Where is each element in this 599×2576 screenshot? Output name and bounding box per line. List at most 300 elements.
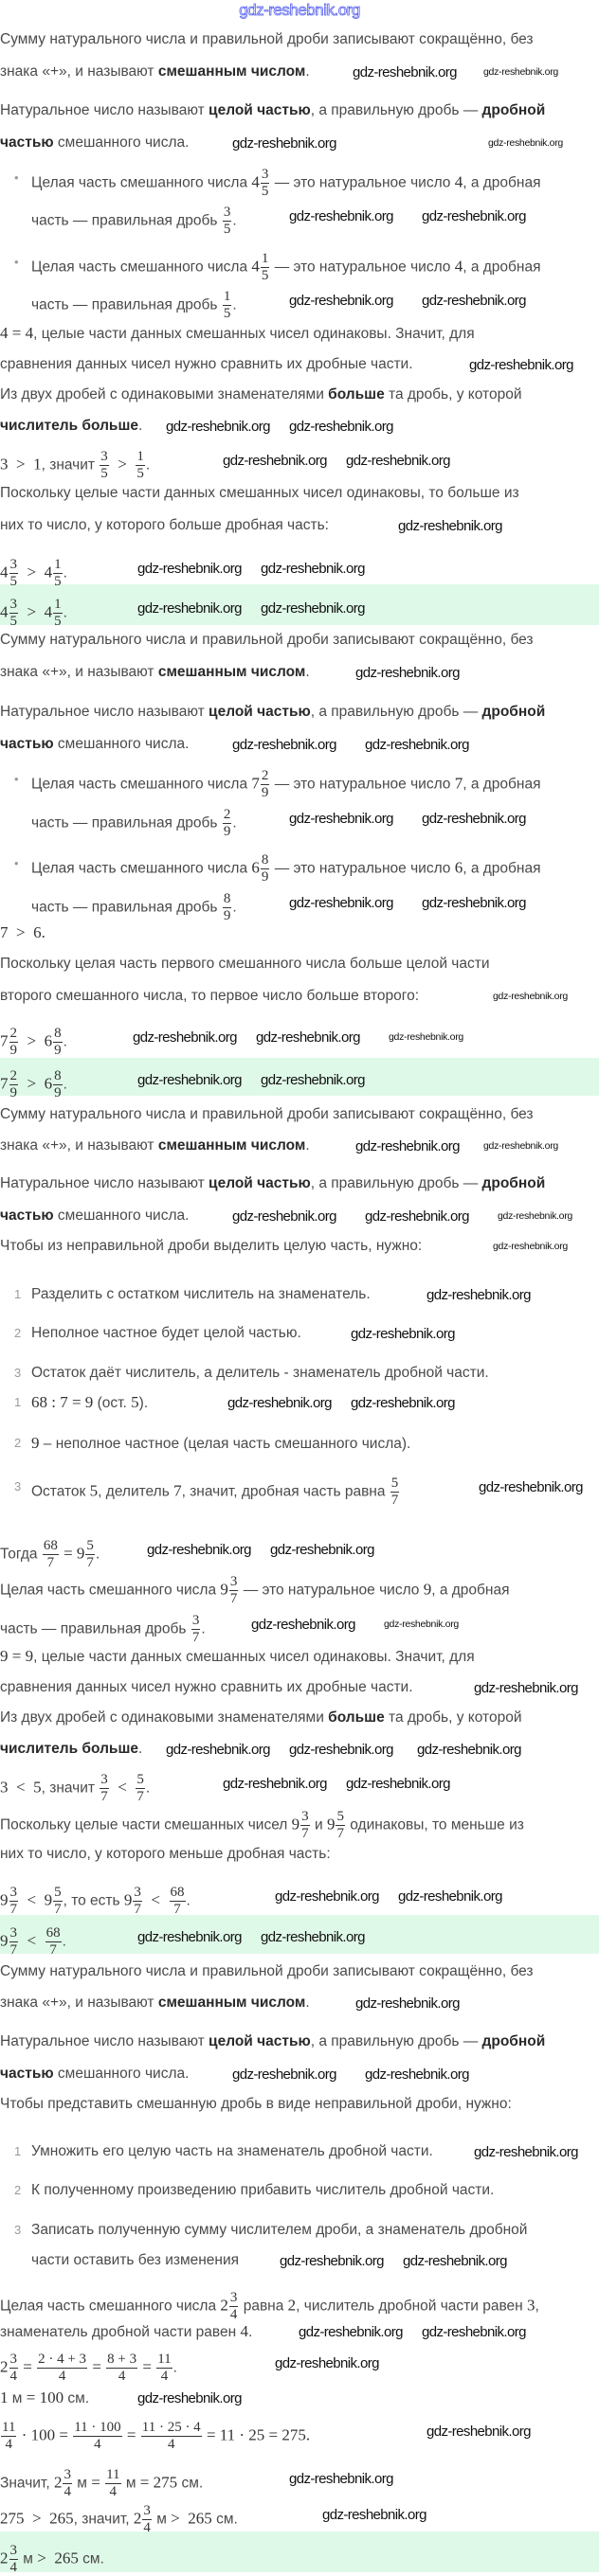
mixed-number-fraction [53,1068,63,1101]
text-run: . [305,1137,310,1154]
fraction [223,807,232,840]
math-expression: = [122,2425,140,2444]
text-run: Значит, [0,2475,54,2492]
math-expression: > [19,1074,45,1093]
text-run: . [145,1780,151,1797]
bold-term: частью [0,1208,54,1224]
solution-step [14,1476,400,1508]
denominator: 5 [100,466,108,481]
math-expression: 68 : 7 = 9 [31,1393,94,1411]
denominator: 5 [54,614,62,629]
bold-term: целой частью [209,1175,311,1191]
definition-text [0,132,189,154]
denominator: 4 [64,2484,71,2499]
math-expression: = [19,2357,37,2376]
solution-text [0,1538,100,1570]
numerator: 2 [261,768,269,783]
whole-part: 9 [0,1931,9,1950]
answer-line [0,1925,66,1958]
text-run: Целая часть смешанного числа [31,259,252,276]
solution-text [0,1843,331,1866]
bullet-item-continuation [31,289,237,321]
denominator: 9 [223,824,231,839]
bold-term: дробной [481,2033,546,2049]
text-run: . [63,604,67,621]
text-run: них то число, у которого больше дробная часть: [0,517,329,533]
text-run: Тогда [0,1546,42,1563]
watermark-text: gdz-reshebnik.org [133,1029,237,1046]
math-expression: 9 = 9 [0,1647,34,1665]
numerator: 3 [9,557,17,572]
whole-part: 6 [44,1074,53,1093]
numerator: 11 [2,2420,16,2435]
watermark-text: gdz-reshebnik.org [479,1479,583,1495]
text-run: ). [138,1395,149,1411]
bold-term: частью [0,2066,54,2082]
calculation-line [0,2352,177,2384]
rule-text [0,1738,142,1761]
watermark-text: gdz-reshebnik.org [355,1995,460,2012]
text-run: , значит, [73,2511,134,2528]
numerator: 2 [9,1068,17,1083]
math-expression: > 265 [171,2509,212,2528]
text-run: знака «+», и называют [0,664,158,680]
text-run: . [138,418,143,434]
denominator: 7 [86,1555,94,1570]
text-run: — это натуральное число [270,174,455,191]
comparison-line [0,1772,151,1804]
mixed-number-fraction [9,597,19,630]
mixed-number-fraction [63,2467,72,2500]
watermark-text: gdz-reshebnik.org [346,453,450,469]
text-run: знака «+», и называют [0,1137,158,1154]
text-run: . [247,2324,253,2340]
denominator: 5 [54,574,62,589]
watermark-text: gdz-reshebnik.org [289,419,393,435]
whole-part: 2 [0,2357,9,2376]
numerator: 2 [9,1026,17,1041]
text-run: второго смешанного числа, то первое число больше второго: [0,988,420,1004]
definition-text [0,1992,310,2014]
text-run: Натуральное число называют [0,704,209,720]
comparison-line [0,1885,191,1917]
mixed-number-fraction [300,1809,310,1842]
whole-part: 2 [53,2473,63,2492]
text-run: смешанного числа. [53,2066,190,2082]
denominator: 4 [160,2369,169,2384]
bold-term: больше [328,386,385,402]
numerator: 3 [229,2290,238,2305]
numerator: 68 [45,1925,61,1941]
solution-text [0,2290,539,2322]
denominator: 7 [134,1902,141,1917]
fraction [223,891,232,924]
whole-part: 7 [251,774,260,793]
definition-text [0,733,189,756]
text-run: см. [177,2475,204,2492]
bold-term: целой частью [209,102,311,118]
math-expression: < [19,1890,45,1909]
comparison-line [0,2503,238,2535]
bullet-item [14,167,541,199]
text-run: Из двух дробей с одинаковыми знаменателями [0,386,329,402]
denominator: 4 [143,2520,151,2535]
text-run: . [138,1741,143,1757]
numbered-step-continuation [31,2249,239,2272]
denominator: 4 [9,2560,17,2575]
watermark-text: gdz-reshebnik.org [137,561,242,577]
text-run: см. [78,2550,104,2567]
solution-text [0,353,413,376]
watermark-text: gdz-reshebnik.org [365,737,469,753]
mixed-number-fraction [9,557,19,590]
whole-part: 4 [0,563,9,581]
text-run: та дробь, у которой [384,386,522,402]
definition-text [0,1103,534,1126]
numerator: 3 [9,597,17,612]
watermark-text: gdz-reshebnik.org [223,1776,327,1792]
text-run: часть — правильная дробь [31,899,222,916]
mixed-number-fraction [229,1574,239,1607]
text-run: м [72,2475,92,2492]
numbered-step [14,1322,301,1345]
numerator: 3 [301,1809,309,1824]
fraction [37,2352,87,2385]
answer-line [0,1068,67,1100]
definition-text [0,701,545,724]
watermark-text: gdz-reshebnik.org [280,2253,384,2269]
denominator: 4 [118,2369,126,2384]
solution-text [0,1613,206,1645]
numerator: 11 · 25 · 4 [141,2420,201,2435]
math-expression: 5 [131,1393,139,1411]
whole-part: 4 [251,257,260,276]
step-number: 2 [14,1436,22,1450]
bold-term: числитель больше [0,418,138,434]
bullet-item [14,852,541,885]
step-number: 3 [14,1366,22,1380]
text-run: Чтобы из неправильной дроби выделить целую часть, нужно: [0,1238,423,1254]
step-number: 3 [14,1479,22,1494]
solution-text [0,1645,475,1668]
mixed-number-fraction [9,1068,19,1101]
fraction [106,2352,137,2385]
watermark-text: gdz-reshebnik.org [223,453,327,469]
numerator: 11 [157,2352,172,2367]
denominator: 9 [54,1043,62,1058]
numbered-step [14,2219,528,2242]
text-run: , значит [41,456,100,474]
numbered-step [14,1362,489,1385]
text-run: . [63,564,67,581]
comparison-line [0,557,67,589]
text-run: . [63,1033,67,1050]
solution-text [0,322,475,345]
definition-text [0,2063,189,2085]
denominator: 4 [94,2437,101,2452]
text-run: смешанного числа. [53,736,190,752]
text-run: , а дробная [463,174,541,191]
watermark-text: gdz-reshebnik.org [289,2471,393,2487]
text-run: . [95,1546,100,1563]
instruction-heading [0,2093,512,2116]
denominator: 5 [9,574,17,589]
solution-text [0,1574,510,1606]
text-run: Сумму натурального числа и правильной дроби записывают сокращённо, без [0,1963,534,1979]
mixed-number-fraction [9,2543,19,2576]
fraction [136,449,145,482]
text-run: Натуральное число называют [0,2033,209,2049]
calculation-line [0,2387,89,2409]
watermark-text: gdz-reshebnik.org [422,293,526,309]
text-run: знака «+», и называют [0,1995,158,2011]
math-expression: 9 [31,1434,40,1452]
whole-part: 9 [291,1815,300,1834]
watermark-text: gdz-reshebnik.org [403,2253,507,2269]
watermark-text: gdz-reshebnik.org [137,2390,242,2406]
watermark-text: gdz-reshebnik.org [227,1395,332,1411]
whole-part: 2 [133,2509,142,2528]
math-expression: = [91,2473,105,2492]
text-run: Сумму натурального числа и правильной дроби записывают сокращённо, без [0,1106,534,1122]
watermark-text: gdz-reshebnik.org [270,1542,374,1558]
math-expression: > [109,455,136,474]
bold-term: целой частью [209,704,311,720]
math-expression: 4 = 4 [0,324,34,342]
watermark-text: gdz-reshebnik.org [427,2424,531,2440]
text-run: . [186,1892,191,1909]
text-run: Разделить с остатком числитель на знаменатель. [31,1286,371,1302]
bold-term: числитель больше [0,1741,138,1757]
fraction [73,2420,121,2453]
bold-term: больше [328,1709,385,1726]
watermark-text: gdz-reshebnik.org [346,1776,450,1792]
bold-term: смешанным числом [157,63,306,80]
denominator: 9 [9,1043,17,1058]
numerator: 5 [86,1538,94,1553]
math-expression: = 100 [26,2388,64,2406]
mixed-number-fraction [261,852,270,886]
mixed-number-fraction [9,2352,19,2385]
whole-part: 4 [251,172,260,191]
comparison-line [0,449,151,481]
bold-term: дробной [481,704,546,720]
definition-text [0,99,545,122]
text-run: . [172,2359,177,2376]
solution-step [14,1391,149,1414]
mixed-number-fraction [53,1026,63,1059]
math-expression: 2 [287,2296,297,2315]
watermark-text: gdz-reshebnik.org [137,600,242,617]
step-number: 1 [14,1395,22,1409]
text-run: части оставить без изменения [31,2252,240,2268]
text-run: часть — правильная дробь [31,296,222,313]
text-run: м [8,2390,27,2406]
denominator: 9 [9,1085,17,1100]
denominator: 7 [9,1942,17,1958]
text-run: Умножить его целую часть на знаменатель дробной части. [31,2143,433,2159]
answer-line [0,597,67,629]
text-run: Остаток даёт числитель, а делитель - знаменатель дробной части. [31,1365,489,1381]
mixed-number-fraction [85,1538,95,1571]
numerator: 2 · 4 + 3 [38,2352,87,2367]
numerator: 1 [136,449,144,464]
numerator: 3 [64,2467,71,2482]
denominator: 7 [49,1942,57,1958]
watermark-text: gdz-reshebnik.org [353,64,457,80]
text-run: Неполное частное будет целой частью. [31,1325,301,1341]
denominator: 9 [223,908,231,923]
text-run: Целая часть смешанного числа [0,1582,221,1599]
math-expression: 3 [527,2296,535,2315]
watermark-text: gdz-reshebnik.org [474,1680,578,1696]
watermark-text: gdz-reshebnik.org [232,135,336,152]
denominator: 9 [261,785,269,800]
text-run: . [232,296,237,313]
watermark-text: gdz-reshebnik.org [166,419,270,435]
math-expression: 4 [454,172,463,191]
definition-text [0,1172,545,1195]
numerator: 11 · 100 [74,2420,121,2435]
definition-text [0,661,310,684]
text-run: – неполное частное (целая часть смешанного числа). [39,1436,411,1452]
step-number: 2 [14,2183,22,2197]
numerator: 2 [223,807,231,822]
fraction [1,2420,16,2453]
watermark-text: gdz-reshebnik.org [261,561,365,577]
watermark-text: gdz-reshebnik.org [483,66,558,78]
text-run: Целая часть смешанного числа [0,2298,221,2315]
answer-line [0,2543,104,2575]
whole-part: 6 [44,1031,53,1050]
text-run: . [201,1620,206,1637]
whole-part: 4 [0,602,9,621]
mixed-number-fraction [9,1925,19,1959]
numerator: 5 [136,1772,144,1787]
bullet-marker: • [14,255,19,269]
watermark-text: gdz-reshebnik.org [289,811,393,827]
watermark-text: gdz-reshebnik.org [261,600,365,617]
watermark-text: gdz-reshebnik.org [498,1210,572,1222]
step-number: 2 [14,1326,22,1340]
definition-text [0,28,534,51]
solution-text [0,1809,524,1841]
text-run: часть — правильная дробь [31,814,222,832]
text-run: , [535,2298,539,2315]
numerator: 3 [100,1772,108,1787]
numerator: 3 [143,2503,151,2518]
watermark-text: gdz-reshebnik.org [417,1742,521,1758]
denominator: 7 [191,1630,200,1645]
numerator: 11 [106,2467,120,2482]
text-run: м [121,2475,140,2492]
mixed-number-fraction [261,768,270,801]
definition-text [0,1960,534,1983]
text-run: см. [64,2390,90,2406]
math-expression: 4 [454,257,463,276]
numerator: 3 [134,1885,141,1900]
numerator: 68 [170,1885,185,1900]
text-run: Поскольку целые части данных смешанных чисел одинаковы, то больше из [0,485,519,501]
denominator: 7 [390,1493,399,1508]
watermark-text: gdz-reshebnik.org [137,1929,242,1945]
bullet-item [14,251,541,283]
text-run: , а дробная [463,776,541,793]
text-run: , а правильную дробь — [310,2033,482,2049]
bullet-item [14,768,541,800]
mixed-number-fraction [133,1885,142,1918]
text-run: Целая часть смешанного числа [31,776,252,793]
solution-text [0,953,490,975]
text-run: м [152,2511,172,2528]
bold-term: дробной [481,102,546,118]
watermark-text: gdz-reshebnik.org [351,1326,455,1342]
text-run: Поскольку целые части смешанных чисел [0,1816,292,1834]
text-run: , то есть [63,1892,124,1909]
text-run: . [63,1076,67,1093]
bullet-marker: • [14,170,19,185]
text-run: , а дробная [463,860,541,877]
watermark-text: gdz-reshebnik.org [322,2507,427,2523]
mixed-number-fraction [261,167,270,200]
rule-text [0,1707,521,1729]
watermark-text: gdz-reshebnik.org [488,137,563,149]
math-expression: = [138,2357,156,2376]
watermark-text: gdz-reshebnik.org [289,293,393,309]
mixed-number-fraction [53,1885,63,1918]
math-expression: 1 [0,2388,9,2406]
fraction [223,205,232,238]
watermark-text: gdz-reshebnik.org [137,1072,242,1088]
numerator: 68 [43,1538,58,1553]
numerator: 3 [9,1885,17,1900]
math-expression: = [59,1544,77,1563]
fraction [100,1772,109,1805]
text-run: . [232,212,237,229]
text-run: Натуральное число называют [0,102,209,118]
numerator: 3 [9,1925,17,1941]
mixed-number-fraction [261,251,270,284]
text-run: . [145,456,151,474]
fraction [191,1613,201,1646]
text-run: . [232,814,237,832]
watermark-text: gdz-reshebnik.org [166,1742,270,1758]
text-run: Целая часть смешанного числа [31,860,252,877]
watermark-text: gdz-reshebnik.org [398,1888,502,1905]
watermark-text: gdz-reshebnik.org [299,2324,403,2340]
rule-text [0,384,521,406]
watermark-text: gdz-reshebnik.org [251,1617,355,1633]
watermark-text: gdz-reshebnik.org [422,895,526,911]
denominator: 4 [5,2437,12,2452]
denominator: 7 [100,1789,108,1804]
numerator: 1 [54,597,62,612]
text-run: — это натуральное число [270,259,455,276]
numerator: 1 [54,557,62,572]
watermark-text: gdz-reshebnik.org [365,1208,469,1225]
denominator: 7 [336,1826,344,1841]
watermark-text: gdz-reshebnik.org [355,665,460,681]
text-run: , а правильную дробь — [310,704,482,720]
whole-part: 7 [0,1031,9,1050]
denominator: 7 [46,1555,55,1570]
text-run: Натуральное число называют [0,1175,209,1191]
denominator: 7 [136,1789,144,1804]
text-run: . [62,1933,66,1950]
watermark-text: gdz-reshebnik.org [474,2144,578,2160]
watermark-text: gdz-reshebnik.org [256,1029,360,1046]
denominator: 9 [261,869,269,885]
